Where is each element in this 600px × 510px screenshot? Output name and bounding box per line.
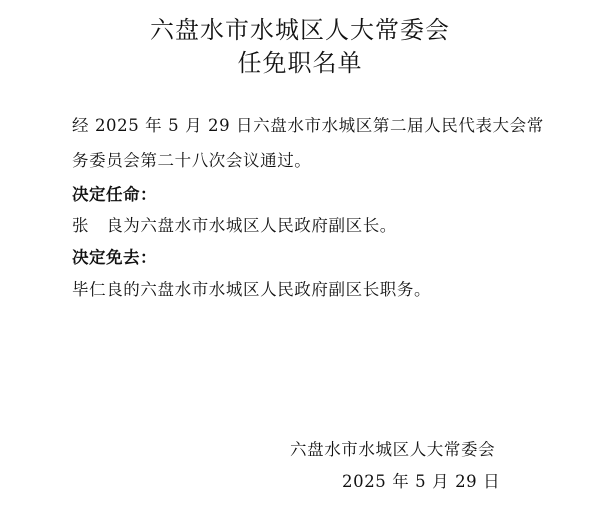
document-title-line1: 六盘水市水城区人大常委会 <box>150 16 450 44</box>
appoint-text: 张 良为六盘水市水城区人民政府副区长。 <box>72 216 397 235</box>
intro-text-line1: 经 2025 年 5 月 29 日六盘水市水城区第二届人民代表大会常 <box>72 116 544 135</box>
intro-text-line2: 务委员会第二十八次会议通过。 <box>72 151 312 170</box>
document-title-line2: 任免职名单 <box>237 49 363 77</box>
remove-heading: 决定免去： <box>72 248 157 267</box>
remove-text: 毕仁良的六盘水市水城区人民政府副区长职务。 <box>72 280 432 299</box>
signature-date: 2025 年 5 月 29 日 <box>342 472 501 491</box>
appoint-heading: 决定任命： <box>72 185 157 204</box>
signature-organization: 六盘水市水城区人大常委会 <box>290 440 496 459</box>
